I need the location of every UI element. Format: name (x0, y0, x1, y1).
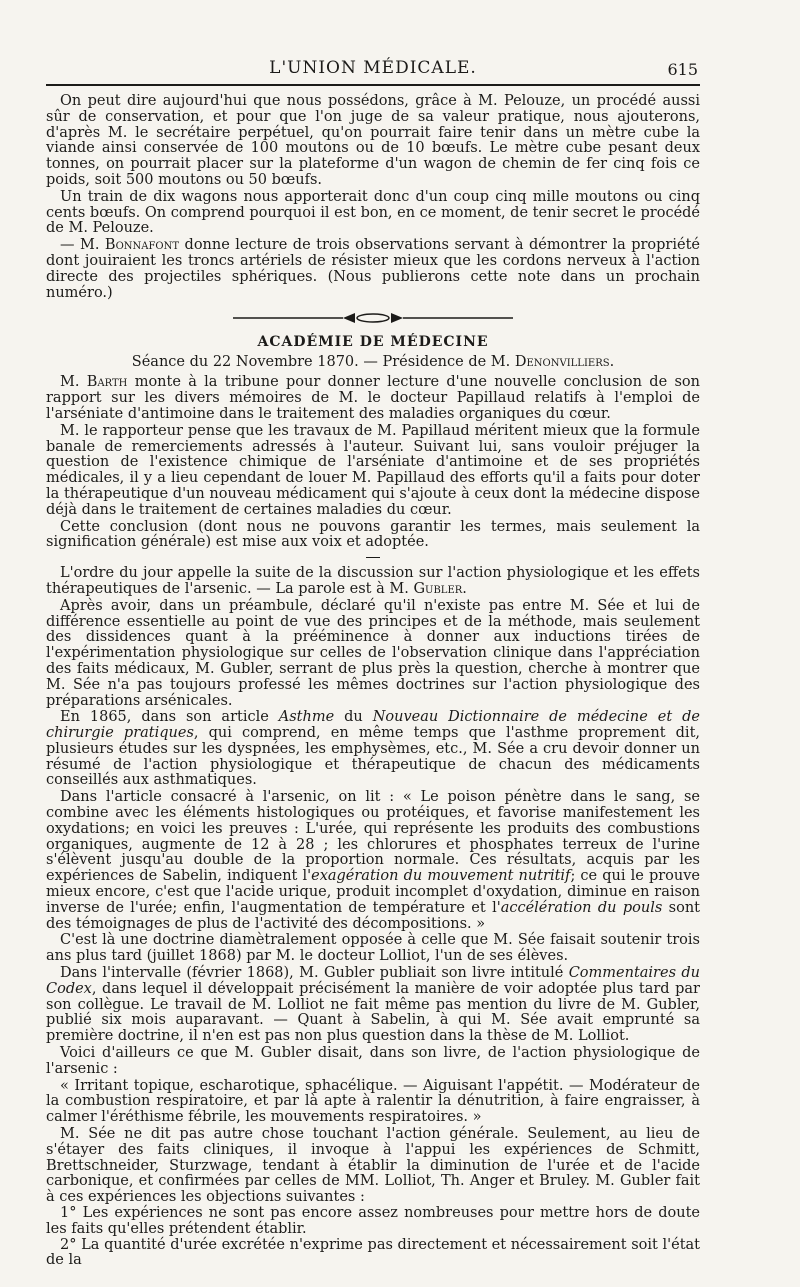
speaker-name: Gubler (413, 580, 463, 597)
text-run: , qui comprend, en même temps que l'asthme proprement dit, plusieurs études sur les dyspnées, les emphysèmes, etc., M. Sée a cru devoir donner un résumé de l'action physiologique et thérapeutique de chacun des médicaments conseillés aux asthmatiques. (46, 725, 701, 789)
italic-run: accélération du pouls (500, 899, 663, 916)
list-item: 2° La quantité d'urée excrétée n'exprime pas directement et nécessairement soit l'état de la (46, 1236, 700, 1269)
paragraph: M. le rapporteur pense que les travaux de M. Papillaud méritent mieux que la formule banale de remerciements adressés à l'auteur. Suivant lui, sans vouloir préjuger la question de l'existence chimique de l'arséniate d'antimoine et de ses propriétés médicales, il y a lieu cependant de louer M. Papillaud des efforts qu'il a faits pour doter la thérapeutique d'un nouveau médicament qui s'ajoute à ceux dont la médecine dispose déjà dans le traitement de certaines maladies du cœur. (46, 422, 700, 518)
paragraph: Après avoir, dans un préambule, déclaré qu'il n'existe pas entre M. Sée et lui de différence essentielle au point de vue des principes et de la méthode, mais seulement des dissidences quant à la prééminence à donner aux inductions tirées de l'expérimentation physiologique sur celles de l'observation clinique dans l'appréciation des faits médicaux, M. Gubler, serrant de plus près la question, cherche à montrer que M. Sée n'a pas toujours professé les mêmes doctrines sur l'action physiologique des préparations arsénicales. (46, 597, 700, 709)
text-run: . (462, 580, 467, 597)
session-line (46, 354, 700, 370)
text-run: Dans l'article consacré à l'arsenic, on lit : « Le poison pénètre dans le sang, se combine avec les éléments histologiques ou protéiques, et favorise manifestement les oxydations; en voici les preuves : L'urée, qui représente les produits des combustions organiques, augmente de 12 à 28 ; les chlorures et phosphates terreux de l'urine s'élèvent jusqu'au double de la proportion normale. Ces résultats, acquis par les expériences de Sabelin, indiquent l' (46, 789, 700, 885)
text-run: M. (60, 374, 87, 391)
text-run: donne lecture de trois observations servant à démontrer la propriété dont jouiraient les troncs artériels de résister mieux que les cordons nerveux à l'action directe des projectiles sphériques. (Nous publierons cette note dans un prochain numéro.) (46, 237, 700, 301)
text-run: Dans l'intervalle (février 1868), M. Gubler publiait son livre intitulé (60, 965, 569, 982)
italic-run: exagération du mouvement nutritif (311, 868, 571, 885)
president-name: Denonvilliers (514, 354, 610, 371)
speaker-name: Barth (86, 374, 128, 391)
italic-run: Commentaires du Codex (46, 965, 700, 997)
paragraph: C'est là une doctrine diamètralement opposée à celle que M. Sée faisait soutenir trois ans plus tard (juillet 1868) par M. le docteur Lolliot, l'un de ses élèves. (46, 932, 700, 965)
running-header (46, 52, 700, 86)
paragraph: On peut dire aujourd'hui que nous possédons, grâce à M. Pelouze, un procédé aussi sûr de conservation, et pour que l'on juge de sa valeur pratique, nous ajouterons, d'après M. le secrétaire perpétuel, qu'on pourrait faire tenir dans un mètre cube la viande ainsi conservée de 100 moutons ou de 10 bœufs. Le mètre cube pesant deux tonnes, on pourrait placer sur la plateforme d'un wagon de chemin de fer cinq fois ce poids, soit 500 moutons ou 50 bœufs. (46, 93, 700, 188)
italic-run: Asthme (278, 709, 335, 726)
ornament-divider (46, 309, 700, 328)
paragraph (46, 566, 700, 598)
text-run: — M. (60, 237, 105, 254)
text-run: L'ordre du jour appelle la suite de la discussion sur l'action physiologique et les effets thérapeutiques de l'arsenic. — La parole est à M. (46, 565, 700, 597)
text-run: . (609, 354, 615, 371)
paragraph: Un train de dix wagons nous apporterait donc d'un coup cinq mille moutons ou cinq cents bœufs. On comprend pourquoi il est bon, en ce moment, de tenir secret le procédé de M. Pelouze. (46, 188, 701, 237)
text-run: Séance du 22 Novembre 1870. — Présidence de M. (131, 354, 515, 371)
paragraph (46, 238, 700, 301)
article-body (46, 94, 700, 1269)
paragraph (46, 966, 700, 1045)
paragraph (46, 375, 700, 422)
section-title: ACADÉMIE DE MÉDECINE (257, 334, 489, 351)
text-run: monte à la tribune pour donner lecture d'une nouvelle conclusion de son rapport sur les divers mémoires de M. le docteur Papillaud relatifs à l'emploi de l'arséniate d'antimoine dans le traitement des maladies organiques du cœur. (46, 374, 700, 422)
journal-title: L'UNION MÉDICALE. (269, 58, 477, 78)
page (46, 52, 700, 1269)
speaker-name: Bonnafont (104, 237, 180, 254)
short-rule (366, 557, 380, 558)
paragraph: M. Sée ne dit pas autre chose touchant l'action générale. Seulement, au lieu de s'étayer des faits cliniques, il invoque à l'appui les expériences de Schmitt, Brettschneider, Sturzwage, tendant à établir la diminution de l'urée et de l'acide carbonique, et confirmées par celles de MM. Lolliot, Th. Anger et Bruley. M. Gubler fait à ces expériences les objections suivantes : (46, 1126, 700, 1206)
list-item: 1° Les expériences ne sont pas encore assez nombreuses pour mettre hors de doute les faits qu'elles prétendent établir. (46, 1205, 700, 1237)
italic-run: Nouveau Dictionnaire de médecine et de chirurgie pratiques (46, 709, 700, 742)
text-run: du (334, 709, 373, 726)
text-run: ; ce qui le prouve mieux encore, c'est que l'acide urique, produit incomplet d'oxydation, diminue en raison inverse de l'urée; enfin, l'augmentation de température et l' (46, 868, 700, 916)
paragraph (46, 710, 700, 789)
ornament-rule-icon (223, 312, 523, 324)
text-run: sont des témoignages de plus de l'activité des décompositions. » (46, 899, 700, 932)
paragraph: « Irritant topique, escharotique, sphacélique. — Aiguisant l'appétit. — Modérateur de la combustion respiratoire, et par là apte à ralentir la dénutrition, à faire engraisser, à calmer l'éréthisme fébrile, les mouvements respiratoires. » (46, 1077, 700, 1126)
paragraph: Cette conclusion (dont nous ne pouvons garantir les termes, mais seulement la signification générale) est mise aux voix et adoptée. (46, 518, 700, 551)
text-run: , dans lequel il développait précisément la manière de voir adoptée plus tard par son collègue. Le travail de M. Lolliot ne fait même pas mention du livre de M. Gubler, publié six mois auparavant. — Quant à Sabelin, à qui M. Sée avait emprunté sa première doctrine, il n'en est pas non plus question dans la thèse de M. Lolliot. (46, 980, 700, 1045)
paragraph (46, 790, 700, 932)
page-number: 615 (667, 60, 698, 79)
text-run: En 1865, dans son article (60, 709, 279, 726)
paragraph: Voici d'ailleurs ce que M. Gubler disait, dans son livre, de l'action physiologique de l'arsenic : (46, 1045, 700, 1077)
